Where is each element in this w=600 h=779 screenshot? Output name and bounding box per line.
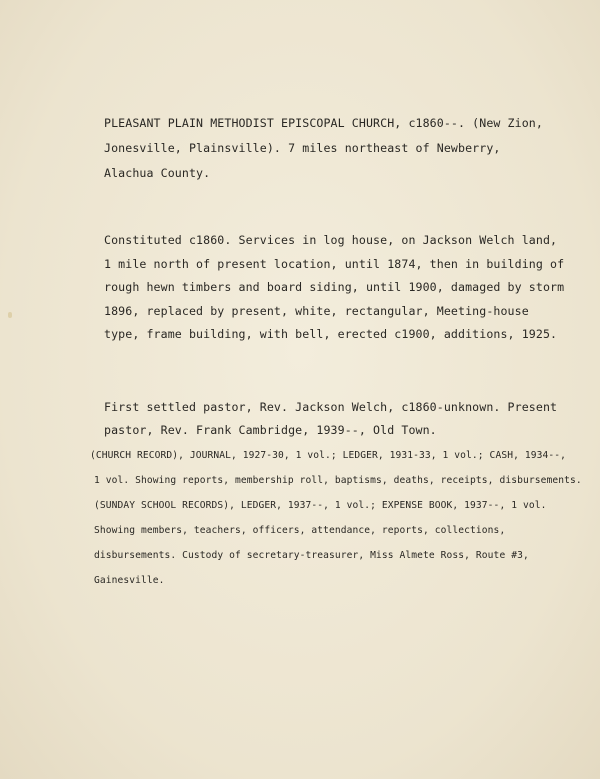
- heading-line: Jonesville, Plainsville). 7 miles northeast of Newberry,: [104, 141, 501, 155]
- records-line: (SUNDAY SCHOOL RECORDS), LEDGER, 1937--, 1 vol.; EXPENSE BOOK, 1937--, 1 vol.: [94, 500, 547, 511]
- records-line: disbursements. Custody of secretary-treasurer, Miss Almete Ross, Route #3,: [94, 550, 529, 561]
- paper-stain: [8, 312, 12, 318]
- records-line: 1 vol. Showing reports, membership roll, baptisms, deaths, receipts, disbursements.: [94, 475, 582, 486]
- history-line: rough hewn timbers and board siding, until 1900, damaged by storm: [104, 280, 565, 294]
- records-line: Gainesville.: [94, 575, 165, 586]
- history-line: 1896, replaced by present, white, rectangular, Meeting-house: [104, 303, 529, 318]
- records-line: Showing members, teachers, officers, attendance, reports, collections,: [94, 525, 506, 536]
- records-paragraph: [90, 443, 582, 593]
- heading-line: Alachua County.: [104, 166, 211, 180]
- records-line: (CHURCH RECORD), JOURNAL, 1927-30, 1 vol.; LEDGER, 1931-33, 1 vol.; CASH, 1934--,: [90, 450, 566, 461]
- history-line: Constituted c1860. Services in log house, on Jackson Welch land,: [104, 233, 558, 247]
- pastors-line: pastor, Rev. Frank Cambridge, 1939--, Old Town.: [104, 423, 437, 437]
- heading-line: PLEASANT PLAIN METHODIST EPISCOPAL CHURCH, c1860--. (New Zion,: [104, 116, 543, 130]
- pastors-line: First settled pastor, Rev. Jackson Welch, c1860-unknown. Present: [104, 400, 558, 414]
- history-line: type, frame building, with bell, erected c1900, additions, 1925.: [104, 327, 558, 341]
- history-paragraph: [104, 229, 564, 347]
- history-line: 1 mile north of present location, until 1874, then in building of: [104, 256, 565, 271]
- pastors-paragraph: [104, 396, 557, 442]
- entry-heading: [104, 111, 543, 186]
